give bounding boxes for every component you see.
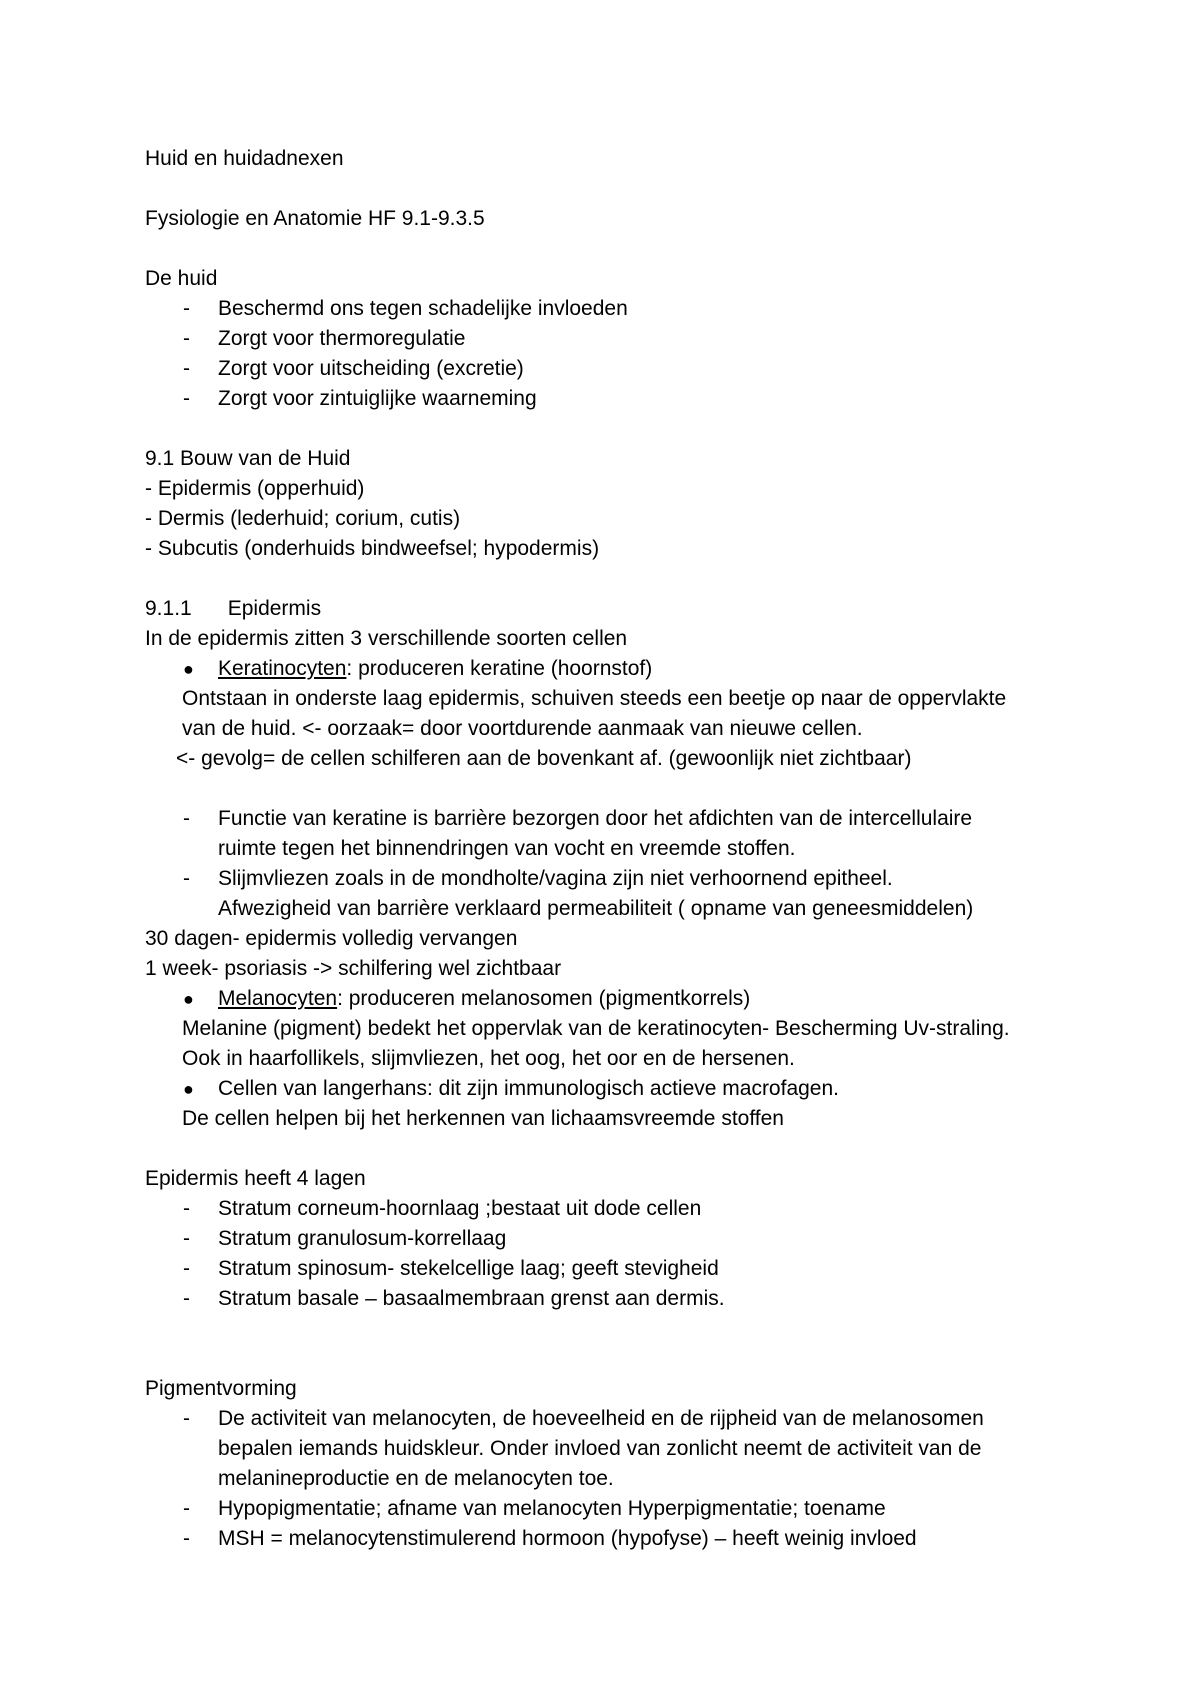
list-dash: -: [183, 297, 190, 320]
text-line: - Subcutis (onderhuids bindweefsel; hypodermis): [145, 537, 600, 560]
list-dash: -: [183, 1197, 190, 1220]
list-dash: -: [183, 1227, 190, 1250]
term: Melanocyten: [218, 987, 338, 1010]
section-heading: Pigmentvorming: [145, 1377, 297, 1400]
list-item: Stratum granulosum-korrellaag: [218, 1227, 507, 1250]
list-dash: -: [183, 1527, 190, 1550]
list-item: Functie van keratine is barrière bezorgen door het afdichten van de intercellulaire: [218, 807, 973, 830]
list-dash: -: [183, 1407, 190, 1430]
list-item-continued: ruimte tegen het binnendringen van vocht en vreemde stoffen.: [218, 837, 796, 860]
bullet-icon: ●: [183, 1079, 194, 1099]
text-line: Ook in haarfollikels, slijmvliezen, het oog, het oor en de hersenen.: [182, 1047, 795, 1070]
text-line: van de huid. <- oorzaak= door voortdurende aanmaak van nieuwe cellen.: [182, 717, 863, 740]
document-title: Huid en huidadnexen: [145, 147, 344, 170]
bullet-item: Cellen van langerhans: dit zijn immunologisch actieve macrofagen.: [218, 1077, 839, 1100]
list-item: Beschermd ons tegen schadelijke invloeden: [218, 297, 628, 320]
list-item: MSH = melanocytenstimulerend hormoon (hypofyse) – heeft weinig invloed: [218, 1527, 917, 1550]
text-line: In de epidermis zitten 3 verschillende soorten cellen: [145, 627, 628, 650]
text-line: Ontstaan in onderste laag epidermis, schuiven steeds een beetje op naar de oppervlakte: [182, 687, 1007, 710]
list-item: Stratum corneum-hoornlaag ;bestaat uit dode cellen: [218, 1197, 702, 1220]
text-line: De cellen helpen bij het herkennen van lichaamsvreemde stoffen: [182, 1107, 784, 1130]
list-dash: -: [183, 867, 190, 890]
list-item: Zorgt voor zintuiglijke waarneming: [218, 387, 537, 410]
section-heading: 9.1 Bouw van de Huid: [145, 447, 351, 470]
list-item: Zorgt voor thermoregulatie: [218, 327, 466, 350]
section-title: Epidermis: [227, 597, 322, 620]
bullet-item: [218, 986, 750, 1012]
list-dash: -: [183, 1497, 190, 1520]
list-dash: -: [183, 387, 190, 410]
list-dash: -: [183, 807, 190, 830]
subtitle: Fysiologie en Anatomie HF 9.1-9.3.5: [145, 207, 485, 230]
list-item-continued: bepalen iemands huidskleur. Onder invloed van zonlicht neemt de activiteit van de: [218, 1437, 982, 1460]
list-dash: -: [183, 327, 190, 350]
list-item: Hypopigmentatie; afname van melanocyten Hyperpigmentatie; toename: [218, 1497, 886, 1520]
text-line: Melanine (pigment) bedekt het oppervlak van de keratinocyten- Bescherming Uv-straling.: [182, 1017, 1010, 1040]
section-heading: Epidermis heeft 4 lagen: [145, 1167, 366, 1190]
bullet-icon: ●: [183, 659, 194, 679]
list-item: Zorgt voor uitscheiding (excretie): [218, 357, 524, 380]
text-line: 30 dagen- epidermis volledig vervangen: [145, 927, 518, 950]
list-dash: -: [183, 1287, 190, 1310]
list-item: Stratum basale – basaalmembraan grenst aan dermis.: [218, 1287, 725, 1310]
section-heading: [145, 596, 321, 622]
list-item-continued: melanineproductie en de melanocyten toe.: [218, 1467, 614, 1490]
definition: : produceren melanosomen (pigmentkorrels): [337, 987, 751, 1010]
text-line: 1 week- psoriasis -> schilfering wel zichtbaar: [145, 957, 562, 980]
definition: : produceren keratine (hoornstof): [346, 657, 653, 680]
list-dash: -: [183, 1257, 190, 1280]
text-line: - Dermis (lederhuid; corium, cutis): [145, 507, 461, 530]
text-line: - Epidermis (opperhuid): [145, 477, 365, 500]
term: Keratinocyten: [218, 657, 347, 680]
bullet-item: [218, 656, 652, 682]
list-item: De activiteit van melanocyten, de hoeveelheid en de rijpheid van de melanosomen: [218, 1407, 984, 1430]
list-item: Stratum spinosum- stekelcellige laag; geeft stevigheid: [218, 1257, 719, 1280]
list-item: Slijmvliezen zoals in de mondholte/vagina zijn niet verhoornend epitheel.: [218, 867, 893, 890]
list-dash: -: [183, 357, 190, 380]
section-number: 9.1.1: [145, 597, 192, 620]
list-item-continued: Afwezigheid van barrière verklaard permeabiliteit ( opname van geneesmiddelen): [218, 897, 974, 920]
section-heading: De huid: [145, 267, 218, 290]
text-line: <- gevolg= de cellen schilferen aan de bovenkant af. (gewoonlijk niet zichtbaar): [176, 747, 912, 770]
bullet-icon: ●: [183, 989, 194, 1009]
